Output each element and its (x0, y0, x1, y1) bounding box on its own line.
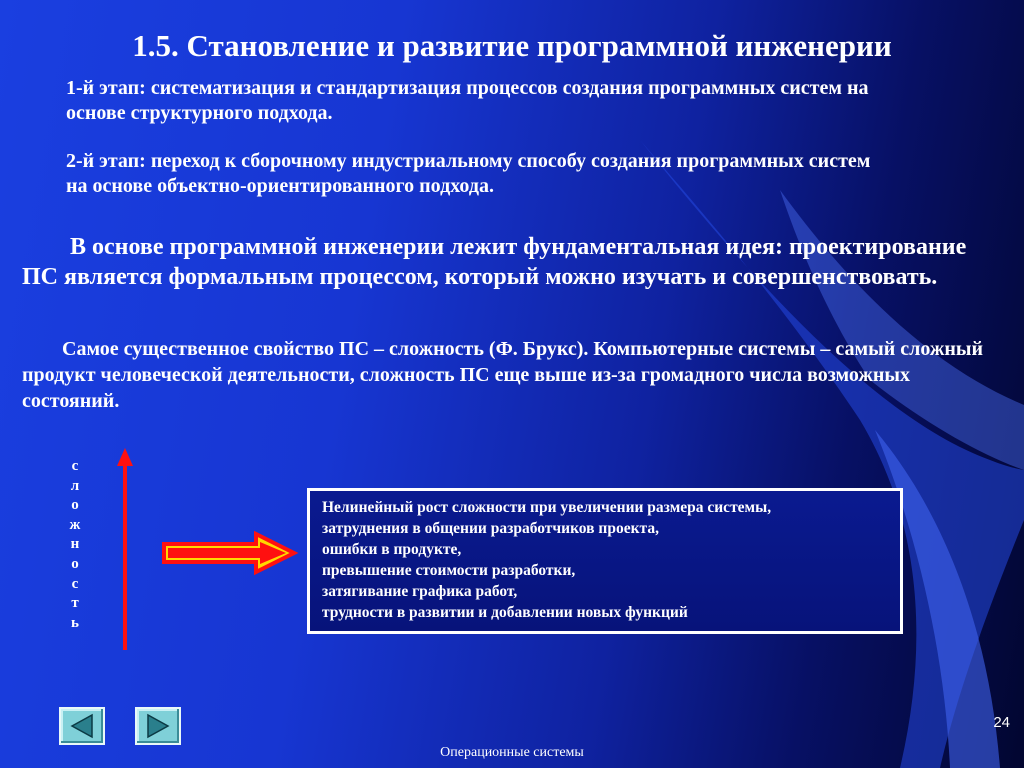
stage-2-text: 2-й этап: переход к сборочному индустриальному способу создания программных систем на основе объектно-ориентированного подхода. (66, 150, 871, 197)
vertical-complexity-label: с л о ж н о с т ь (69, 458, 81, 631)
triangle-right-icon (137, 709, 179, 743)
page-number: 24 (993, 714, 1010, 731)
box-line: Нелинейный рост сложности при увеличении размера системы, (322, 499, 772, 516)
slide-title: 1.5. Становление и развитие программной инженерии (132, 28, 892, 63)
footer-text: Операционные системы (440, 745, 584, 760)
box-line: трудности в развитии и добавлении новых функций (322, 604, 688, 621)
complexity-paragraph: Самое существенное свойство ПС – сложность (Ф. Брукс). Компьютерные системы – самый сложный продукт человеческой деятельности, сложность ПС еще выше из-за громадного числа возможных состояний. (22, 338, 983, 412)
box-line: ошибки в продукте, (322, 541, 462, 558)
box-line: превышение стоимости разработки, (322, 562, 576, 579)
box-line: затруднения в общении разработчиков проекта, (322, 520, 659, 537)
up-arrow-icon (112, 448, 138, 652)
box-line: затягивание графика работ, (322, 583, 518, 600)
complexity-consequences-box (307, 488, 903, 634)
triangle-left-icon (61, 709, 103, 743)
next-slide-button[interactable] (135, 707, 181, 745)
previous-slide-button[interactable] (59, 707, 105, 745)
right-arrow-icon (160, 530, 300, 576)
stage-1-text: 1-й этап: систематизация и стандартизация процессов создания программных систем на основе структурного подхода. (66, 77, 869, 124)
fundamental-idea-paragraph: В основе программной инженерии лежит фундаментальная идея: проектирование ПС является формальным процессом, который можно изучать и совершенствовать. (22, 234, 967, 290)
